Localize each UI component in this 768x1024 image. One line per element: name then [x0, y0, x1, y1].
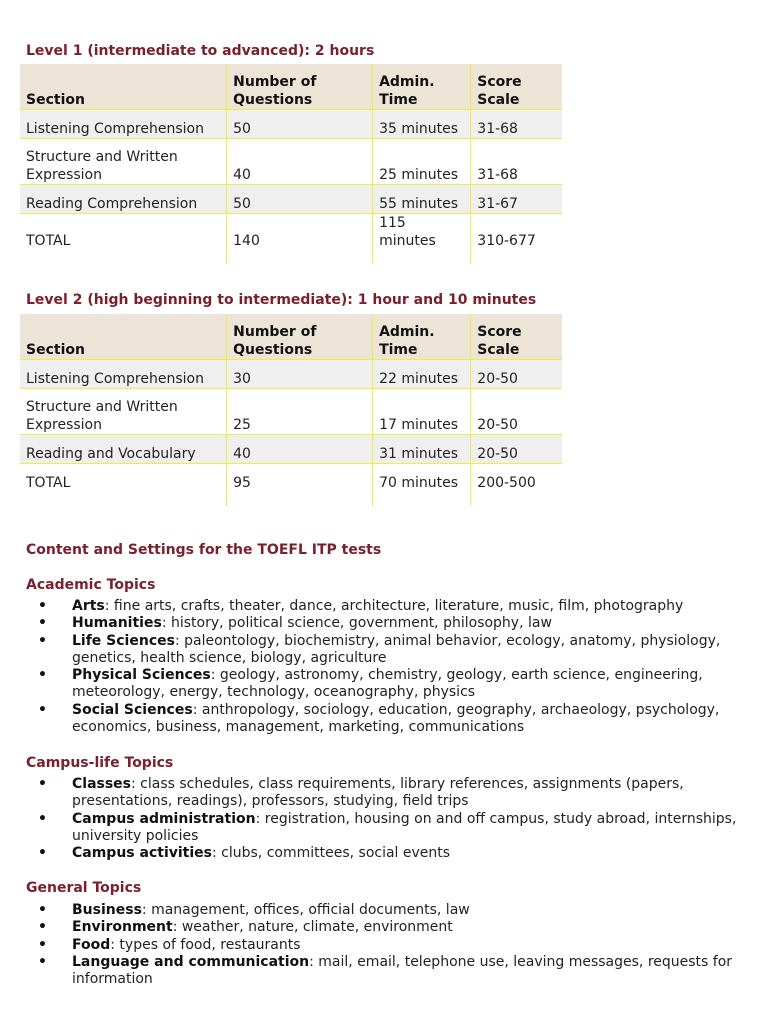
topic-text: : paleontology, biochemistry, animal behavior, ecology, anatomy, physiology, genetics, health science, biology, agriculture: [72, 632, 721, 666]
cell: 50: [227, 110, 373, 139]
list-item: [64, 954, 768, 989]
cell: Reading Comprehension: [20, 185, 227, 214]
cell: Reading and Vocabulary: [20, 435, 227, 464]
list-item: [64, 598, 768, 615]
topic-text: : fine arts, crafts, theater, dance, architecture, literature, music, film, photography: [104, 598, 684, 614]
cell: Structure and Written Expression: [20, 389, 227, 435]
level1-heading: Level 1 (intermediate to advanced): 2 hours: [26, 43, 375, 59]
list-item: [64, 902, 768, 919]
cell: 40: [227, 435, 373, 464]
cell: 25: [227, 389, 373, 435]
header-section: Section: [20, 64, 227, 110]
table-row: [20, 389, 562, 435]
cell: Listening Comprehension: [20, 110, 227, 139]
topic-text: : geology, astronomy, chemistry, geology, earth science, engineering, meteorology, energy, technology, oceanography, physics: [72, 667, 703, 701]
cell: 50: [227, 185, 373, 214]
cell: 31-68: [471, 110, 562, 139]
topic-term: Business: [72, 902, 142, 918]
cell: 40: [227, 139, 373, 185]
cell: 200-500: [477, 475, 536, 491]
cell: 20-50: [471, 360, 562, 389]
topic-term: Food: [72, 936, 111, 953]
level2-table: [20, 314, 562, 506]
topic-term: Life Sciences: [72, 632, 175, 649]
cell: Structure and Written Expression: [20, 139, 227, 185]
topic-text: : anthropology, sociology, education, geography, archaeology, psychology, economics, business, management, marketing, communications: [72, 701, 720, 736]
cell: 22 minutes: [373, 360, 471, 389]
header-questions: Number of Questions: [227, 314, 373, 360]
topic-text: : management, offices, official documents, law: [141, 902, 470, 918]
list-item: [64, 919, 768, 936]
topic-text: : clubs, committees, social events: [212, 845, 451, 862]
table-row: [20, 139, 562, 185]
general-heading: General Topics: [26, 880, 142, 896]
content-heading: Content and Settings for the TOEFL ITP tests: [26, 542, 382, 558]
table-row: [20, 360, 562, 389]
cell: 20-50: [471, 435, 562, 464]
list-item: [64, 702, 768, 737]
list-item: [64, 937, 768, 954]
list-item: [64, 776, 768, 811]
topic-text: : weather, nature, climate, environment: [172, 919, 453, 936]
cell: 35 minutes: [373, 110, 471, 139]
list-item: [64, 633, 768, 668]
cell: 17 minutes: [373, 389, 471, 435]
cell: Listening Comprehension: [20, 360, 227, 389]
cell: 95: [227, 464, 373, 507]
topic-term: Environment: [72, 919, 173, 936]
topic-term: Physical Sciences: [72, 667, 211, 684]
cell: 31-67: [471, 185, 562, 214]
general-list: [26, 902, 768, 988]
list-item: [64, 615, 768, 632]
cell: 70 minutes: [373, 464, 471, 507]
cell: 20-50: [477, 417, 518, 433]
topic-text: : registration, housing on and off campus, study abroad, internships, university policies: [72, 810, 737, 844]
topic-term: Classes: [72, 776, 132, 792]
header-questions: Number of Questions: [227, 64, 373, 110]
cell: TOTAL: [20, 214, 227, 265]
header-section: Section: [20, 314, 227, 360]
topic-text: : class schedules, class requirements, library references, assignments (papers, presentations, readings), professors, studying, field trips: [72, 776, 684, 810]
cell: TOTAL: [20, 464, 227, 507]
topic-term: Campus administration: [72, 810, 256, 827]
campus-heading: Campus-life Topics: [26, 755, 174, 771]
cell: 115 minutes: [373, 214, 471, 265]
cell: 55 minutes: [373, 185, 471, 214]
topic-text: : mail, email, telephone use, leaving messages, requests for information: [72, 953, 733, 988]
cell: 31-68: [477, 167, 518, 183]
topic-term: Humanities: [72, 615, 162, 632]
table-row: [20, 214, 562, 265]
table-row: [20, 185, 562, 214]
table-row: [20, 110, 562, 139]
campus-list: [26, 776, 768, 862]
cell: 31 minutes: [373, 435, 471, 464]
table-row: [20, 464, 562, 507]
table-row: [20, 435, 562, 464]
academic-heading: Academic Topics: [26, 577, 156, 593]
cell: 140: [227, 214, 373, 265]
header-score: Score Scale: [471, 314, 562, 360]
list-item: [64, 811, 768, 846]
table-header-row: [20, 314, 562, 360]
header-time: Admin. Time: [373, 64, 471, 110]
level1-table: [20, 64, 562, 264]
topic-term: Social Sciences: [72, 701, 193, 718]
level2-heading: Level 2 (high beginning to intermediate): 1 hour and 10 minutes: [26, 292, 537, 308]
header-time: Admin. Time: [373, 314, 471, 360]
cell: 30: [227, 360, 373, 389]
topic-term: Campus activities: [72, 845, 212, 862]
list-item: [64, 845, 768, 862]
cell: 25 minutes: [373, 139, 471, 185]
cell: 310-677: [477, 233, 536, 249]
topic-term: Arts: [72, 598, 105, 614]
list-item: [64, 667, 768, 702]
table-header-row: [20, 64, 562, 110]
academic-list: [26, 598, 768, 736]
header-score: Score Scale: [471, 64, 562, 110]
topic-text: : history, political science, government, philosophy, law: [161, 615, 552, 632]
topic-text: : types of food, restaurants: [110, 936, 301, 953]
topic-term: Language and communication: [72, 953, 310, 970]
